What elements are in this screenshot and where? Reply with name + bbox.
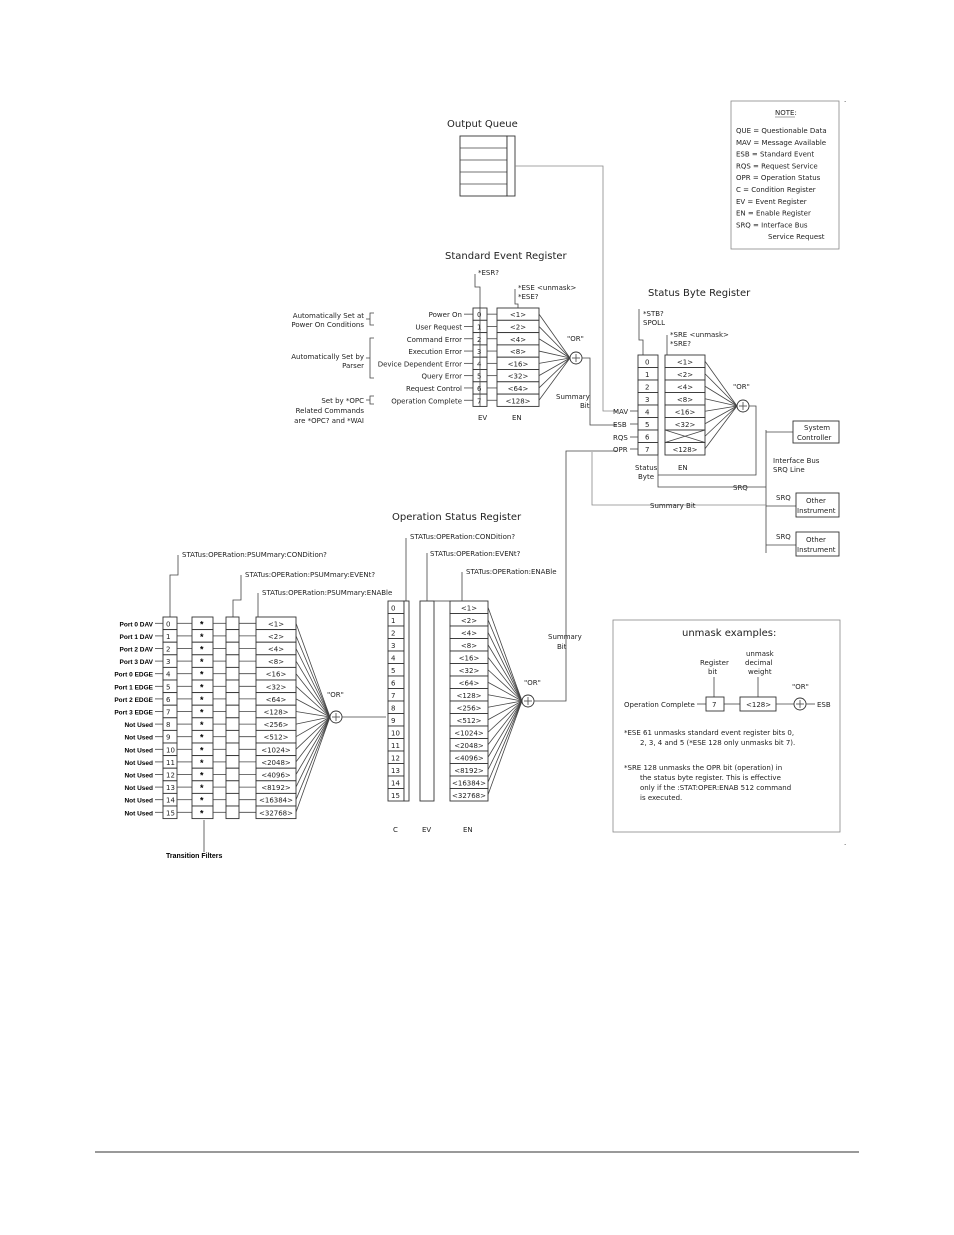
psum-filter-star: * bbox=[200, 745, 204, 756]
osr-weight: <32768> bbox=[452, 791, 486, 800]
ser-bit-number: 1 bbox=[477, 323, 482, 332]
psum-bit-number: 1 bbox=[166, 632, 171, 641]
note-line: MAV = Message Available bbox=[736, 138, 827, 147]
ser-weight: <64> bbox=[507, 384, 529, 393]
psum-event-cell bbox=[226, 730, 239, 743]
psum-event-cell bbox=[226, 680, 239, 693]
osr-weight: <2048> bbox=[454, 741, 484, 750]
psum-cond-cmd: STATus:OPERation:PSUMmary:CONDition? bbox=[182, 551, 327, 559]
note-box bbox=[731, 101, 839, 249]
svg-text:*SRE 128 unmasks the OPR bit (: *SRE 128 unmasks the OPR bit (operation) in bbox=[624, 764, 783, 772]
unmask-title: unmask examples: bbox=[682, 628, 777, 639]
svg-text:System: System bbox=[804, 424, 831, 432]
psum-bit-number: 9 bbox=[166, 733, 171, 742]
psum-input-label: Port 2 DAV bbox=[119, 646, 153, 654]
note-title: NOTE: bbox=[775, 109, 797, 117]
osr-event-cmd: STATus:OPERation:EVENt? bbox=[430, 550, 521, 558]
osr-weight: <8> bbox=[460, 641, 478, 650]
psum-weight: <8192> bbox=[261, 784, 291, 793]
osr-weight: <128> bbox=[456, 691, 482, 700]
ser-bit-number: 4 bbox=[477, 360, 482, 369]
output-queue-title: Output Queue bbox=[447, 119, 518, 130]
osr-c-column bbox=[404, 601, 409, 801]
svg-text:bit: bit bbox=[708, 668, 718, 676]
psum-input-label: Port 2 EDGE bbox=[114, 696, 153, 704]
sbr-weight: <2> bbox=[676, 370, 694, 379]
interface-bus bbox=[592, 421, 839, 556]
psum-weight: <64> bbox=[265, 695, 287, 704]
ser-enable-cmd: *ESE <unmask> bbox=[518, 284, 577, 292]
psum-or-label: "OR" bbox=[327, 691, 344, 699]
psummary-register bbox=[114, 551, 392, 860]
note-line: RQS = Request Service bbox=[736, 162, 818, 171]
psum-filter-star: * bbox=[200, 783, 204, 794]
svg-text:weight: weight bbox=[748, 668, 772, 676]
psum-event-cell bbox=[226, 793, 239, 806]
psum-bit-number: 7 bbox=[166, 708, 171, 717]
psum-filter-star: * bbox=[200, 795, 204, 806]
osr-bit-number: 7 bbox=[391, 691, 396, 700]
osr-en-label: EN bbox=[463, 826, 473, 834]
psum-filter-star: * bbox=[200, 770, 204, 781]
sbr-status-1: Status bbox=[635, 464, 658, 472]
svg-text:Instrument: Instrument bbox=[797, 546, 836, 554]
osr-weight: <8192> bbox=[454, 766, 484, 775]
ser-weight: <128> bbox=[505, 397, 531, 406]
psum-event-cell bbox=[226, 781, 239, 794]
psum-weight: <1024> bbox=[261, 746, 291, 755]
note-line: ESB = Standard Event bbox=[736, 150, 815, 159]
psum-filter-star: * bbox=[200, 707, 204, 718]
svg-text:Summary Bit: Summary Bit bbox=[650, 502, 696, 510]
psum-event-cmd: STATus:OPERation:PSUMmary:EVENt? bbox=[245, 571, 376, 579]
psum-filter-star: * bbox=[200, 808, 204, 819]
psum-bit-number: 15 bbox=[166, 809, 175, 818]
osr-bit-number: 10 bbox=[391, 729, 400, 738]
psum-weight: <32768> bbox=[259, 809, 293, 818]
osr-weight: <4096> bbox=[454, 754, 484, 763]
svg-text:Other: Other bbox=[806, 536, 826, 544]
sbr-bit-number: 7 bbox=[645, 445, 650, 454]
psum-input-label: Port 0 DAV bbox=[119, 621, 153, 629]
osr-weight: <1024> bbox=[454, 729, 484, 738]
osr-bit-number: 8 bbox=[391, 704, 396, 713]
osr-bit-number: 0 bbox=[391, 604, 396, 613]
sbr-weight: <128> bbox=[672, 445, 698, 454]
psum-event-cell bbox=[226, 617, 239, 630]
ser-weight: <16> bbox=[507, 360, 529, 369]
ser-en-label: EN bbox=[512, 414, 522, 422]
status-byte-register bbox=[613, 288, 766, 487]
note-line: QUE = Questionable Data bbox=[736, 127, 827, 135]
psum-event-cell bbox=[226, 768, 239, 781]
output-queue-box bbox=[460, 136, 507, 196]
sbr-input-label: OPR bbox=[613, 446, 628, 454]
psum-input-label: Port 3 DAV bbox=[119, 659, 153, 667]
ser-bit-name: Operation Complete bbox=[391, 397, 462, 406]
svg-text:2, 3, 4 and 5 (*ESE 128 only u: 2, 3, 4 and 5 (*ESE 128 only unmasks bit 7). bbox=[640, 739, 796, 747]
osr-weight: <4> bbox=[460, 629, 478, 638]
ser-bit-number: 3 bbox=[477, 348, 482, 357]
psum-input-label: Not Used bbox=[124, 785, 153, 793]
psum-filter-star: * bbox=[200, 682, 204, 693]
osr-weight: <64> bbox=[458, 679, 480, 688]
psum-filter-star: * bbox=[200, 694, 204, 705]
psum-weight: <256> bbox=[263, 721, 289, 730]
sbr-input-label: MAV bbox=[613, 408, 629, 416]
psum-weight: <512> bbox=[263, 733, 289, 742]
sbr-weight: <1> bbox=[676, 358, 694, 367]
osr-bit-number: 9 bbox=[391, 716, 396, 725]
psum-weight: <16> bbox=[265, 670, 287, 679]
psum-enable-cmd: STATus:OPERation:PSUMmary:ENABle bbox=[262, 589, 393, 597]
ser-bit-number: 5 bbox=[477, 372, 482, 381]
corner-mark-2: . bbox=[844, 839, 847, 847]
psum-weight: <1> bbox=[267, 620, 285, 629]
ser-weight: <1> bbox=[509, 311, 527, 320]
psum-bit-number: 12 bbox=[166, 771, 175, 780]
psum-event-cell bbox=[226, 693, 239, 706]
svg-text:unmask: unmask bbox=[746, 650, 774, 658]
ser-bit-number: 0 bbox=[477, 311, 482, 320]
ser-bit-name: Power On bbox=[428, 311, 462, 320]
ser-or-label: "OR" bbox=[567, 335, 584, 343]
psum-event-cell bbox=[226, 630, 239, 643]
psum-event-cell bbox=[226, 705, 239, 718]
svg-text:the status byte register. This: the status byte register. This is effective bbox=[640, 774, 781, 782]
svg-text:*ESE 61 unmasks standard event: *ESE 61 unmasks standard event register bits 0, bbox=[624, 729, 795, 737]
sbr-bit-number: 5 bbox=[645, 420, 650, 429]
ser-weight: <2> bbox=[509, 323, 527, 332]
psum-filter-star: * bbox=[200, 757, 204, 768]
svg-text:Automatically Set at: Automatically Set at bbox=[292, 312, 364, 320]
ser-query: *ESR? bbox=[478, 269, 499, 277]
psum-bit-number: 10 bbox=[166, 746, 175, 755]
svg-text:Instrument: Instrument bbox=[797, 507, 836, 515]
osr-bit-number: 12 bbox=[391, 754, 400, 763]
bit-source-groups bbox=[291, 312, 374, 425]
psum-input-label: Port 0 EDGE bbox=[114, 671, 153, 679]
standard-event-register bbox=[378, 251, 617, 425]
osr-enable-cmd: STATus:OPERation:ENABle bbox=[466, 568, 557, 576]
ser-bit-number: 2 bbox=[477, 335, 482, 344]
svg-text:Related Commands: Related Commands bbox=[295, 407, 364, 415]
osr-weight: <16> bbox=[458, 654, 480, 663]
psum-filter-star: * bbox=[200, 644, 204, 655]
sbr-weight: <32> bbox=[674, 420, 696, 429]
psum-weight: <4096> bbox=[261, 771, 291, 780]
psum-weight: <32> bbox=[265, 683, 287, 692]
sbr-enable-query: *SRE? bbox=[670, 340, 691, 348]
psum-bit-number: 5 bbox=[166, 683, 171, 692]
sbr-bit-number: 3 bbox=[645, 395, 650, 404]
psum-bit-number: 0 bbox=[166, 620, 171, 629]
svg-text:Power On Conditions: Power On Conditions bbox=[291, 321, 364, 329]
osr-summary-2: Bit bbox=[557, 643, 567, 651]
psum-weight: <8> bbox=[267, 658, 285, 667]
sbr-or-label: "OR" bbox=[733, 383, 750, 391]
psum-input-label: Port 1 EDGE bbox=[114, 684, 153, 692]
sbr-bit-number: 6 bbox=[645, 433, 650, 442]
sbr-bit-number: 1 bbox=[645, 370, 650, 379]
svg-text:Other: Other bbox=[806, 497, 826, 505]
ser-bit-name: Command Error bbox=[406, 335, 462, 344]
osr-weight: <16384> bbox=[452, 779, 486, 788]
psum-bit-number: 2 bbox=[166, 645, 171, 654]
psum-event-cell bbox=[226, 667, 239, 680]
psum-filter-star: * bbox=[200, 732, 204, 743]
psum-input-label: Not Used bbox=[124, 747, 153, 755]
svg-text:Register: Register bbox=[700, 659, 729, 667]
svg-text:<128>: <128> bbox=[746, 701, 772, 709]
psum-filter-star: * bbox=[200, 619, 204, 630]
sbr-en-label: EN bbox=[678, 464, 688, 472]
psum-event-cell bbox=[226, 718, 239, 731]
ser-weight: <8> bbox=[509, 348, 527, 357]
sbr-weight: <8> bbox=[676, 395, 694, 404]
osr-weight: <256> bbox=[456, 704, 482, 713]
osr-bit-number: 11 bbox=[391, 741, 400, 750]
psum-weight: <4> bbox=[267, 645, 285, 654]
sbr-title: Status Byte Register bbox=[648, 288, 751, 299]
note-line: C = Condition Register bbox=[736, 186, 816, 194]
note-line: EN = Enable Register bbox=[736, 209, 811, 218]
svg-text:ESB: ESB bbox=[817, 701, 831, 709]
osr-bit-number: 15 bbox=[391, 791, 400, 800]
psum-filter-star: * bbox=[200, 657, 204, 668]
psum-input-label: Not Used bbox=[124, 797, 153, 805]
ser-bit-number: 7 bbox=[477, 397, 482, 406]
psum-weight: <128> bbox=[263, 708, 289, 717]
svg-text:SRQ: SRQ bbox=[776, 533, 791, 541]
psum-input-label: Not Used bbox=[124, 772, 153, 780]
psum-bit-number: 3 bbox=[166, 658, 171, 667]
osr-or-label: "OR" bbox=[524, 679, 541, 687]
ser-summary-2: Bit bbox=[580, 402, 590, 410]
operation-status-register bbox=[388, 451, 617, 834]
osr-summary-1: Summary bbox=[548, 633, 582, 641]
svg-text:Automatically Set by: Automatically Set by bbox=[291, 353, 364, 361]
svg-text:Set by *OPC: Set by *OPC bbox=[321, 397, 364, 405]
svg-text:decimal: decimal bbox=[745, 659, 773, 667]
osr-bit-number: 14 bbox=[391, 779, 400, 788]
ser-bit-name: Device Dependent Error bbox=[377, 360, 462, 369]
osr-title: Operation Status Register bbox=[392, 512, 522, 523]
unmask-examples bbox=[613, 620, 840, 832]
note-line: EV = Event Register bbox=[736, 197, 807, 206]
psum-event-cell bbox=[226, 642, 239, 655]
note-line: SRQ = Interface Bus bbox=[736, 221, 808, 230]
psum-input-label: Not Used bbox=[124, 810, 153, 818]
psum-filter-star: * bbox=[200, 720, 204, 731]
sbr-input-label: RQS bbox=[613, 434, 628, 442]
osr-bit-number: 5 bbox=[391, 666, 396, 675]
psum-bit-number: 14 bbox=[166, 796, 175, 805]
sbr-query-1: *STB? bbox=[643, 310, 664, 318]
sbr-enable-cmd: *SRE <unmask> bbox=[670, 331, 729, 339]
ser-weight: <32> bbox=[507, 372, 529, 381]
svg-text:are *OPC? and *WAI: are *OPC? and *WAI bbox=[294, 417, 364, 425]
svg-text:SRQ: SRQ bbox=[733, 484, 748, 492]
osr-bit-number: 3 bbox=[391, 641, 396, 650]
sbr-bit-number: 0 bbox=[645, 358, 650, 367]
osr-weight: <2> bbox=[460, 616, 478, 625]
psum-input-label: Not Used bbox=[124, 759, 153, 767]
ser-bit-name: Query Error bbox=[421, 372, 462, 381]
osr-bit-number: 6 bbox=[391, 679, 396, 688]
psum-weight: <16384> bbox=[259, 796, 293, 805]
osr-weight: <32> bbox=[458, 666, 480, 675]
sbr-bit-number: 2 bbox=[645, 383, 650, 392]
psum-event-cell bbox=[226, 806, 239, 819]
osr-bit-number: 4 bbox=[391, 654, 396, 663]
svg-text:only if the :STAT:OPER:ENAB 51: only if the :STAT:OPER:ENAB 512 command bbox=[640, 784, 792, 792]
transition-filters-label: Transition Filters bbox=[166, 853, 223, 860]
psum-event-cell bbox=[226, 655, 239, 668]
sbr-status-2: Byte bbox=[638, 473, 654, 481]
psum-weight: <2> bbox=[267, 632, 285, 641]
osr-ev-label: EV bbox=[422, 826, 432, 834]
ser-title: Standard Event Register bbox=[445, 251, 567, 262]
psum-filter-star: * bbox=[200, 669, 204, 680]
ser-summary-1: Summary bbox=[556, 393, 590, 401]
ser-bit-name: Request Control bbox=[406, 384, 462, 393]
psum-bit-number: 8 bbox=[166, 721, 171, 730]
svg-text:Interface Bus: Interface Bus bbox=[773, 457, 820, 465]
psum-input-label: Port 1 DAV bbox=[119, 633, 153, 641]
corner-mark: . bbox=[844, 96, 847, 104]
ser-enable-query: *ESE? bbox=[518, 293, 539, 301]
psum-input-label: Not Used bbox=[124, 722, 153, 730]
sbr-input-label: ESB bbox=[613, 421, 627, 429]
svg-text:Controller: Controller bbox=[797, 434, 832, 442]
psum-filter-star: * bbox=[200, 631, 204, 642]
svg-text:"OR": "OR" bbox=[792, 683, 809, 691]
svg-text:Operation Complete: Operation Complete bbox=[624, 701, 695, 709]
ser-bit-name: User Request bbox=[415, 323, 462, 332]
osr-weight: <512> bbox=[456, 716, 482, 725]
sbr-query-2: SPOLL bbox=[643, 319, 665, 327]
sbr-weight: <4> bbox=[676, 383, 694, 392]
psum-input-label: Port 3 EDGE bbox=[114, 709, 153, 717]
psum-weight: <2048> bbox=[261, 758, 291, 767]
note-line: OPR = Operation Status bbox=[736, 174, 821, 183]
osr-c-label: C bbox=[393, 826, 398, 834]
svg-text:SRQ: SRQ bbox=[776, 494, 791, 502]
ser-ev-label: EV bbox=[478, 414, 488, 422]
psum-event-cell bbox=[226, 756, 239, 769]
psum-bit-number: 13 bbox=[166, 784, 175, 793]
osr-bit-number: 13 bbox=[391, 766, 400, 775]
svg-text:Parser: Parser bbox=[342, 362, 364, 370]
psum-bit-number: 11 bbox=[166, 758, 175, 767]
psum-event-cell bbox=[226, 743, 239, 756]
ser-bit-name: Execution Error bbox=[408, 348, 462, 357]
sbr-bit-number: 4 bbox=[645, 408, 650, 417]
osr-ev-column bbox=[420, 601, 434, 801]
svg-text:SRQ Line: SRQ Line bbox=[773, 466, 805, 474]
note-line: Service Request bbox=[768, 233, 825, 242]
svg-text:7: 7 bbox=[712, 701, 717, 709]
svg-text:is executed.: is executed. bbox=[640, 794, 683, 802]
osr-weight: <1> bbox=[460, 604, 478, 613]
psum-bit-number: 4 bbox=[166, 670, 171, 679]
psum-bit-number: 6 bbox=[166, 695, 171, 704]
ser-weight: <4> bbox=[509, 335, 527, 344]
psum-input-label: Not Used bbox=[124, 734, 153, 742]
ser-bit-number: 6 bbox=[477, 384, 482, 393]
osr-cond-cmd: STATus:OPERation:CONDition? bbox=[410, 533, 516, 541]
sbr-weight: <16> bbox=[674, 408, 696, 417]
osr-bit-number: 1 bbox=[391, 616, 396, 625]
osr-bit-number: 2 bbox=[391, 629, 396, 638]
